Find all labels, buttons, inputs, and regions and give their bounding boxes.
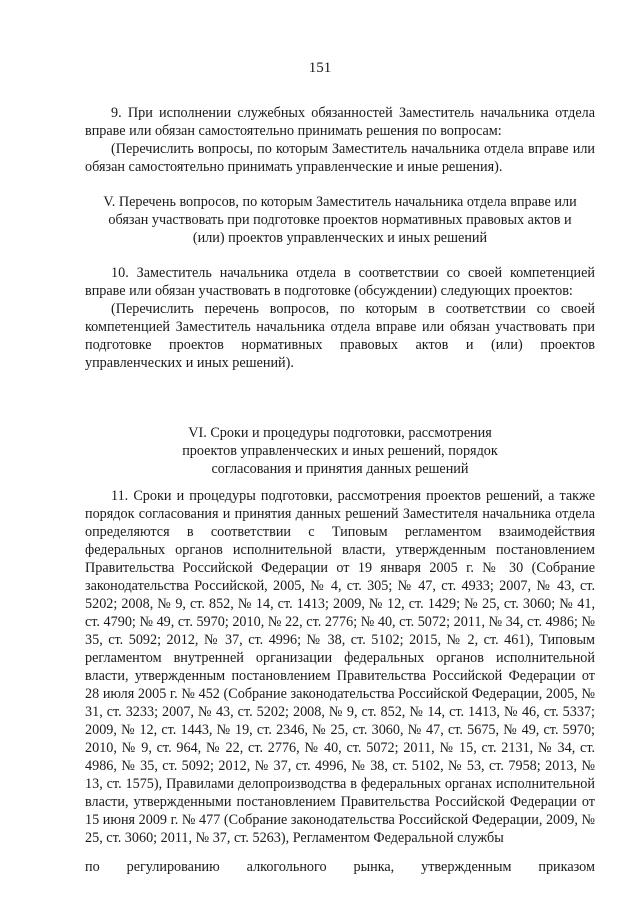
item-9-note: (Перечислить вопросы, по которым Заместитель начальника отдела вправе или обязан самостоятельно принимать управленческие и иные решения).	[85, 141, 595, 175]
item-11-last-line	[85, 858, 595, 876]
item-9	[85, 104, 595, 176]
section-5-heading-line: обязан участвовать при подготовке проектов нормативных правовых актов и	[108, 212, 572, 228]
section-5-heading-line: (или) проектов управленческих и иных решений	[192, 230, 488, 246]
last-line-word: алкогольного	[246, 859, 327, 875]
last-line-word: регулированию	[126, 859, 220, 875]
item-11-text: 11. Сроки и процедуры подготовки, рассмотрения проектов решений, а также порядок согласования и принятия данных решений Заместителя начальника отдела определяются в соответствии с Типовым регламентом взаимодействия федеральных органов исполнительной власти, утвержденным постановлением Правительства Российской Федерации от 19 января 2005 г. № 30 (Собрание законодательства Российской, 2005, № 4, ст. 305; № 47, ст. 4933; 2007, № 43, ст. 5202; 2008, № 9, ст. 852, № 14, ст. 1413; 2009, № 12, ст. 1429; № 25, ст. 3060; № 41, ст. 4790; № 49, ст. 5970; 2010, № 22, ст. 2776; № 40, ст. 5072; 2011, № 34, ст. 4986; № 35, ст. 5092; 2012, № 37, ст. 4996; № 38, ст. 5102; 2015, № 2, ст. 461), Типовым регламентом внутренней организации федеральных органов исполнительной власти, утвержденным постановлением Правительства Российской Федерации от 28 июля 2005 г. № 452 (Собрание законодательства Российской Федерации, 2005, № 31, ст. 3233; 2007, № 43, ст. 5202; 2008, № 9, ст. 852, № 14, ст. 1413, № 46, ст. 5337; 2009, № 12, ст. 1443, № 19, ст. 2346, № 25, ст. 3060, № 47, ст. 5675, № 49, ст. 5970; 2010, № 9, ст. 964, № 22, ст. 2776, № 40, ст. 5072; 2011, № 15, ст. 2131, № 34, ст. 4986, № 35, ст. 5092; 2012, № 37, ст. 4996, № 38, ст. 5102, № 53, ст. 7958; 2013, № 13, ст. 1575), Правилами делопроизводства в федеральных органах исполнительной власти, утвержденными постановлением Правительства Российской Федерации от 15 июня 2009 г. № 477 (Собрание законодательства Российской Федерации, 2009, № 25, ст. 3060; 2011, № 37, ст. 5263), Регламентом Федеральной службы	[85, 488, 595, 846]
item-10	[85, 264, 595, 372]
section-6-heading	[85, 424, 595, 478]
section-5-heading-line: V. Перечень вопросов, по которым Заместитель начальника отдела вправе или	[103, 194, 577, 210]
section-5-heading	[85, 193, 595, 247]
item-9-text: 9. При исполнении служебных обязанностей Заместитель начальника отдела вправе или обязан самостоятельно принимать решения по вопросам:	[85, 105, 595, 139]
item-11	[85, 487, 595, 847]
last-line-word: утвержденным	[421, 859, 512, 875]
page-number: 151	[308, 60, 332, 76]
last-line-word: по	[85, 859, 100, 875]
item-10-note: (Перечислить перечень вопросов, по которым в соответствии со своей компетенцией Заместитель начальника отдела вправе или обязан участвовать при подготовке проектов нормативных правовых актов и (или) проектов управленческих и иных решений).	[85, 301, 595, 371]
last-line-word: рынка,	[353, 859, 395, 875]
section-6-heading-line: согласования и принятия данных решений	[211, 461, 469, 477]
section-6-heading-line: VI. Сроки и процедуры подготовки, рассмотрения	[188, 425, 492, 441]
section-6-heading-line: проектов управленческих и иных решений, порядок	[182, 443, 498, 459]
item-10-text: 10. Заместитель начальника отдела в соответствии со своей компетенцией вправе или обязан участвовать в подготовке (обсуждении) следующих проектов:	[85, 265, 595, 299]
last-line-word: приказом	[538, 859, 595, 875]
